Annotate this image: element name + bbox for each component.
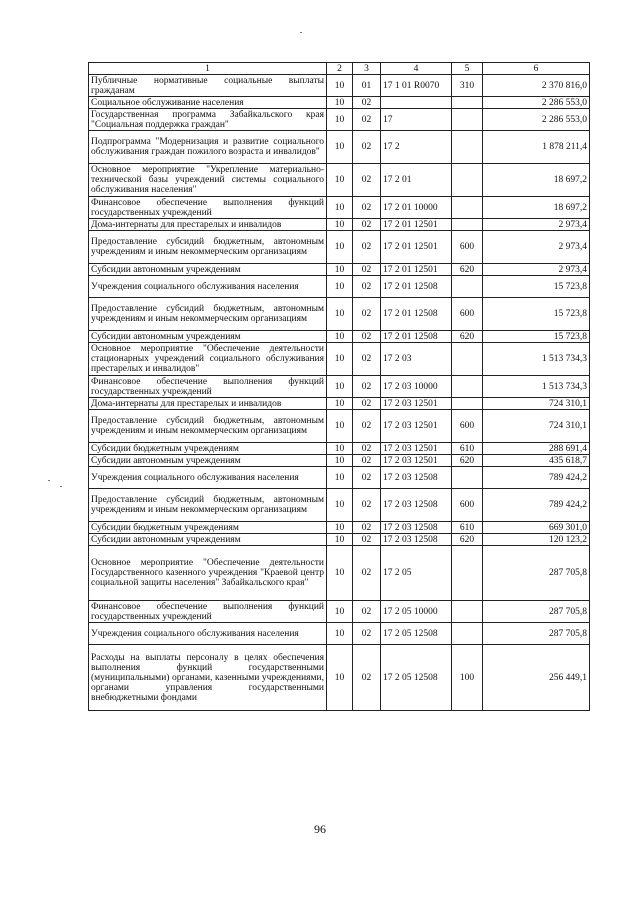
row-section: 10 <box>327 522 353 534</box>
row-subsection: 02 <box>353 623 381 645</box>
row-amount: 1 513 734,3 <box>483 343 590 376</box>
table-row <box>89 75 590 97</box>
row-amount: 15 723,8 <box>483 298 590 331</box>
row-subsection: 02 <box>353 546 381 601</box>
table-row <box>89 522 590 534</box>
row-name: Государственная программа Забайкальского края "Социальная поддержка граждан" <box>89 109 327 131</box>
row-target-article: 17 2 03 12508 <box>381 489 452 522</box>
row-subsection: 02 <box>353 219 381 231</box>
header-row <box>89 63 590 75</box>
row-expense-type: 610 <box>452 443 483 455</box>
row-section: 10 <box>327 467 353 489</box>
row-expense-type <box>452 109 483 131</box>
row-expense-type <box>452 97 483 109</box>
row-name: Субсидии автономным учреждениям <box>89 264 327 276</box>
row-expense-type: 600 <box>452 410 483 443</box>
row-amount: 2 973,4 <box>483 219 590 231</box>
row-name: Социальное обслуживание населения <box>89 97 327 109</box>
table-row <box>89 131 590 164</box>
row-subsection: 02 <box>353 534 381 546</box>
row-target-article: 17 2 03 <box>381 343 452 376</box>
row-expense-type <box>452 343 483 376</box>
row-expense-type <box>452 376 483 398</box>
row-amount: 256 449,1 <box>483 645 590 711</box>
row-subsection: 02 <box>353 109 381 131</box>
row-subsection: 02 <box>353 131 381 164</box>
row-target-article: 17 2 03 12501 <box>381 398 452 410</box>
scan-speck <box>300 32 302 33</box>
row-amount: 669 301,0 <box>483 522 590 534</box>
row-name: Учреждения социального обслуживания населения <box>89 467 327 489</box>
table-row <box>89 164 590 197</box>
row-amount: 724 310,1 <box>483 410 590 443</box>
header-col-5: 5 <box>452 63 483 75</box>
row-amount: 789 424,2 <box>483 489 590 522</box>
row-subsection: 02 <box>353 376 381 398</box>
row-amount: 789 424,2 <box>483 467 590 489</box>
row-expense-type <box>452 398 483 410</box>
row-section: 10 <box>327 131 353 164</box>
row-target-article: 17 2 01 12508 <box>381 276 452 298</box>
row-subsection: 01 <box>353 75 381 97</box>
row-subsection: 02 <box>353 264 381 276</box>
row-section: 10 <box>327 489 353 522</box>
row-amount: 287 705,8 <box>483 601 590 623</box>
row-subsection: 02 <box>353 443 381 455</box>
row-target-article: 17 2 03 12501 <box>381 455 452 467</box>
row-expense-type <box>452 197 483 219</box>
row-subsection: 02 <box>353 276 381 298</box>
row-subsection: 02 <box>353 410 381 443</box>
row-target-article: 17 2 03 12501 <box>381 410 452 443</box>
budget-table <box>88 62 590 711</box>
scan-speck <box>60 486 62 487</box>
row-amount: 1 513 734,3 <box>483 376 590 398</box>
table-row <box>89 109 590 131</box>
row-target-article: 17 1 01 R0070 <box>381 75 452 97</box>
row-name: Предоставление субсидий бюджетным, автономным учреждениям и иным некоммерческим организациям <box>89 298 327 331</box>
row-subsection: 02 <box>353 489 381 522</box>
row-name: Основное мероприятие "Обеспечение деятельности Государственного казенного учреждения "Краевой центр социальной защиты населения" Забайкальского края" <box>89 546 327 601</box>
row-expense-type: 610 <box>452 522 483 534</box>
row-target-article: 17 2 05 <box>381 546 452 601</box>
row-subsection: 02 <box>353 298 381 331</box>
row-section: 10 <box>327 164 353 197</box>
row-expense-type <box>452 164 483 197</box>
row-target-article: 17 2 03 12501 <box>381 443 452 455</box>
row-name: Субсидии бюджетным учреждениям <box>89 522 327 534</box>
table-row <box>89 546 590 601</box>
row-target-article: 17 2 <box>381 131 452 164</box>
row-target-article: 17 2 05 10000 <box>381 601 452 623</box>
table-row <box>89 601 590 623</box>
row-expense-type: 620 <box>452 264 483 276</box>
row-section: 10 <box>327 75 353 97</box>
row-name: Предоставление субсидий бюджетным, автономным учреждениям и иным некоммерческим организациям <box>89 231 327 264</box>
row-amount: 435 618,7 <box>483 455 590 467</box>
row-name: Субсидии автономным учреждениям <box>89 331 327 343</box>
row-name: Субсидии автономным учреждениям <box>89 455 327 467</box>
row-amount: 2 973,4 <box>483 264 590 276</box>
row-subsection: 02 <box>353 331 381 343</box>
row-name: Учреждения социального обслуживания населения <box>89 623 327 645</box>
table-row <box>89 264 590 276</box>
row-section: 10 <box>327 534 353 546</box>
row-expense-type <box>452 276 483 298</box>
table-row <box>89 623 590 645</box>
row-section: 10 <box>327 109 353 131</box>
row-amount: 2 370 816,0 <box>483 75 590 97</box>
table-row <box>89 376 590 398</box>
row-name: Расходы на выплаты персоналу в целях обеспечения выполнения функций государственными (муниципальными) органами, казенными учреждениями, органами управления государственными внебюджетными фондами <box>89 645 327 711</box>
row-section: 10 <box>327 97 353 109</box>
row-expense-type: 620 <box>452 455 483 467</box>
row-amount: 2 286 553,0 <box>483 97 590 109</box>
table-row <box>89 343 590 376</box>
row-target-article: 17 2 01 12501 <box>381 219 452 231</box>
row-section: 10 <box>327 601 353 623</box>
table-body <box>89 75 590 711</box>
row-section: 10 <box>327 376 353 398</box>
row-target-article: 17 2 05 12508 <box>381 623 452 645</box>
row-name: Учреждения социального обслуживания населения <box>89 276 327 298</box>
row-expense-type <box>452 546 483 601</box>
row-section: 10 <box>327 298 353 331</box>
row-section: 10 <box>327 410 353 443</box>
row-expense-type <box>452 467 483 489</box>
table-row <box>89 398 590 410</box>
row-section: 10 <box>327 264 353 276</box>
row-target-article: 17 2 03 12508 <box>381 467 452 489</box>
row-expense-type: 600 <box>452 298 483 331</box>
row-target-article: 17 2 05 12508 <box>381 645 452 711</box>
row-name: Субсидии бюджетным учреждениям <box>89 443 327 455</box>
row-expense-type <box>452 623 483 645</box>
row-name: Подпрограмма "Модернизация и развитие социального обслуживания граждан пожилого возраста и инвалидов" <box>89 131 327 164</box>
table-row <box>89 443 590 455</box>
table-row <box>89 410 590 443</box>
table-row <box>89 467 590 489</box>
row-subsection: 02 <box>353 455 381 467</box>
scan-speck <box>48 480 50 481</box>
row-expense-type: 620 <box>452 534 483 546</box>
table-row <box>89 534 590 546</box>
row-target-article: 17 2 03 12508 <box>381 534 452 546</box>
row-section: 10 <box>327 645 353 711</box>
row-amount: 288 691,4 <box>483 443 590 455</box>
row-name: Финансовое обеспечение выполнения функций государственных учреждений <box>89 601 327 623</box>
row-target-article: 17 2 01 12508 <box>381 298 452 331</box>
row-subsection: 02 <box>353 398 381 410</box>
row-amount: 287 705,8 <box>483 546 590 601</box>
row-subsection: 02 <box>353 197 381 219</box>
header-col-4: 4 <box>381 63 452 75</box>
row-section: 10 <box>327 219 353 231</box>
row-subsection: 02 <box>353 467 381 489</box>
row-expense-type: 100 <box>452 645 483 711</box>
row-subsection: 02 <box>353 97 381 109</box>
row-target-article: 17 2 01 12501 <box>381 264 452 276</box>
row-expense-type <box>452 219 483 231</box>
row-amount: 287 705,8 <box>483 623 590 645</box>
table-row <box>89 97 590 109</box>
row-name: Субсидии автономным учреждениям <box>89 534 327 546</box>
row-amount: 120 123,2 <box>483 534 590 546</box>
row-target-article: 17 2 01 12508 <box>381 331 452 343</box>
row-amount: 15 723,8 <box>483 331 590 343</box>
row-name: Дома-интернаты для престарелых и инвалидов <box>89 398 327 410</box>
row-target-article: 17 2 03 12508 <box>381 522 452 534</box>
row-name: Основное мероприятие "Укрепление материально-технической базы учреждений системы социального обслуживания населения" <box>89 164 327 197</box>
row-name: Дома-интернаты для престарелых и инвалидов <box>89 219 327 231</box>
row-target-article <box>381 97 452 109</box>
table-row <box>89 455 590 467</box>
header-col-6: 6 <box>483 63 590 75</box>
header-col-2: 2 <box>327 63 353 75</box>
row-subsection: 02 <box>353 601 381 623</box>
row-name: Предоставление субсидий бюджетным, автономным учреждениям и иным некоммерческим организациям <box>89 410 327 443</box>
header-col-3: 3 <box>353 63 381 75</box>
header-col-1: 1 <box>89 63 327 75</box>
row-amount: 1 878 211,4 <box>483 131 590 164</box>
row-name: Финансовое обеспечение выполнения функций государственных учреждений <box>89 197 327 219</box>
row-expense-type: 600 <box>452 489 483 522</box>
row-target-article: 17 <box>381 109 452 131</box>
table-row <box>89 331 590 343</box>
table-row <box>89 489 590 522</box>
row-expense-type: 600 <box>452 231 483 264</box>
row-section: 10 <box>327 398 353 410</box>
row-name: Предоставление субсидий бюджетным, автономным учреждениям и иным некоммерческим организациям <box>89 489 327 522</box>
row-expense-type: 310 <box>452 75 483 97</box>
row-subsection: 02 <box>353 522 381 534</box>
row-amount: 15 723,8 <box>483 276 590 298</box>
row-section: 10 <box>327 623 353 645</box>
row-section: 10 <box>327 455 353 467</box>
row-section: 10 <box>327 276 353 298</box>
row-amount: 18 697,2 <box>483 197 590 219</box>
row-target-article: 17 2 01 <box>381 164 452 197</box>
row-name: Финансовое обеспечение выполнения функций государственных учреждений <box>89 376 327 398</box>
row-expense-type: 620 <box>452 331 483 343</box>
row-subsection: 02 <box>353 231 381 264</box>
row-target-article: 17 2 01 12501 <box>381 231 452 264</box>
row-section: 10 <box>327 197 353 219</box>
row-target-article: 17 2 01 10000 <box>381 197 452 219</box>
row-section: 10 <box>327 343 353 376</box>
table-row <box>89 219 590 231</box>
row-section: 10 <box>327 546 353 601</box>
row-subsection: 02 <box>353 343 381 376</box>
row-expense-type <box>452 601 483 623</box>
row-amount: 18 697,2 <box>483 164 590 197</box>
row-subsection: 02 <box>353 164 381 197</box>
row-amount: 2 286 553,0 <box>483 109 590 131</box>
row-section: 10 <box>327 231 353 264</box>
row-name: Публичные нормативные социальные выплаты гражданам <box>89 75 327 97</box>
row-amount: 2 973,4 <box>483 231 590 264</box>
row-section: 10 <box>327 331 353 343</box>
row-target-article: 17 2 03 10000 <box>381 376 452 398</box>
row-section: 10 <box>327 443 353 455</box>
page-number: 96 <box>314 822 326 836</box>
row-expense-type <box>452 131 483 164</box>
table-row <box>89 298 590 331</box>
table-row <box>89 197 590 219</box>
table-row <box>89 645 590 711</box>
row-name: Основное мероприятие "Обеспечение деятельности стационарных учреждений социального обслуживания престарелых и инвалидов" <box>89 343 327 376</box>
table-row <box>89 231 590 264</box>
row-subsection: 02 <box>353 645 381 711</box>
table-row <box>89 276 590 298</box>
row-amount: 724 310,1 <box>483 398 590 410</box>
